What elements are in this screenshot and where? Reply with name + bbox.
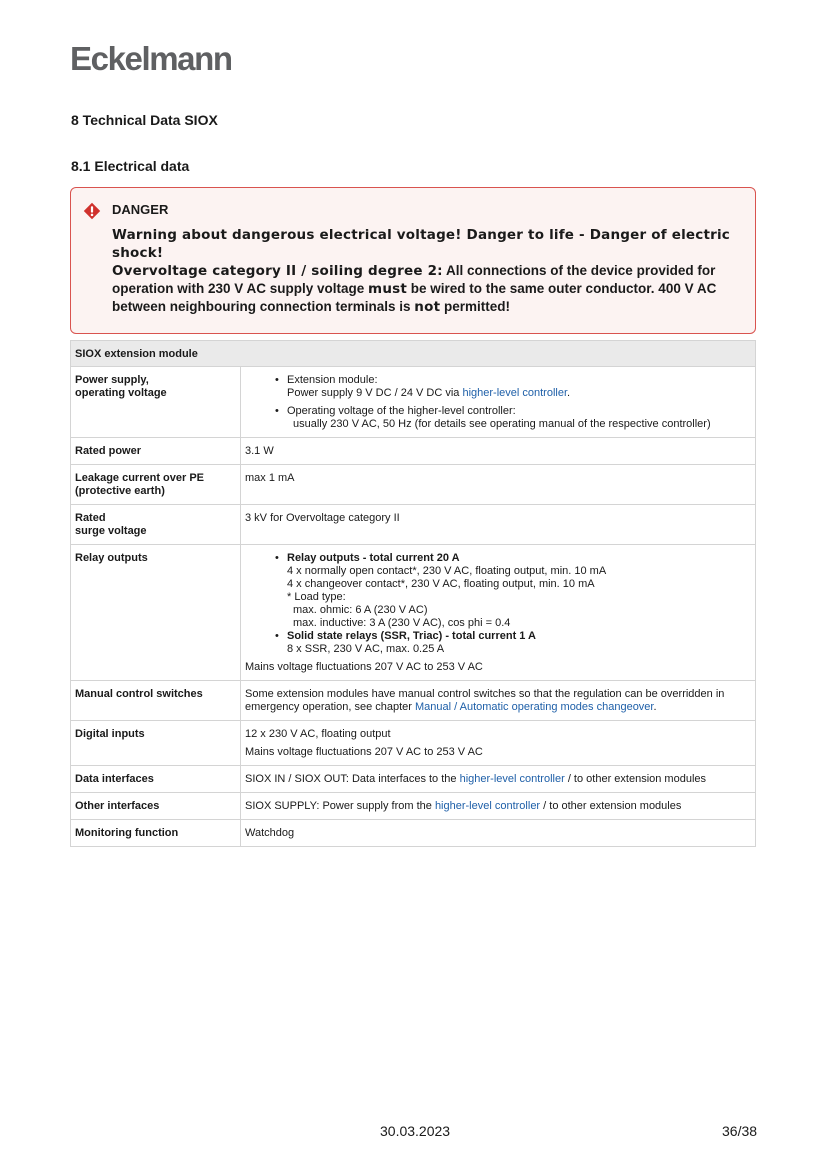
other-if-text-a: SIOX SUPPLY: Power supply from the (245, 800, 435, 812)
row-label: Manual control switches (71, 681, 241, 721)
row-label: Data interfaces (71, 766, 241, 793)
row-label: Other interfaces (71, 793, 241, 820)
overvoltage-text-a: All connections of the device provided for operation with 230 V AC supply voltage (112, 263, 716, 296)
relay-b1-l1: 4 x normally open contact*, 230 V AC, floating output, min. 10 mA (287, 565, 607, 577)
danger-overvoltage-text (112, 262, 742, 316)
higher-level-controller-link[interactable]: higher-level controller (434, 800, 541, 812)
row-label (71, 465, 241, 505)
digital-l2: Mains voltage fluctuations 207 V AC to 253 V AC (245, 746, 483, 758)
row-label (71, 367, 241, 438)
power-b1-l2 (287, 387, 751, 400)
danger-text (112, 226, 742, 316)
higher-level-controller-link[interactable]: higher-level controller (459, 773, 565, 785)
list-item (273, 630, 751, 656)
relay-b1-title: • Relay outputs - total current 20 A (287, 552, 460, 564)
surge-label-l2: surge voltage (75, 525, 147, 537)
relay-mains: Mains voltage fluctuations 207 V AC to 253 V AC (245, 661, 483, 673)
row-value (241, 793, 756, 820)
table-row (71, 766, 756, 793)
relay-b2-title: • Solid state relays (SSR, Triac) - total current 1 A (287, 630, 536, 642)
power-b1-period: . (567, 387, 571, 399)
relay-b1-l2: 4 x changeover contact*, 230 V AC, floating output, min. 10 mA (287, 578, 595, 590)
relay-b2-l1: 8 x SSR, 230 V AC, max. 0.25 A (287, 643, 445, 655)
manual-text-b: . (653, 701, 657, 713)
row-label: Relay outputs (71, 545, 241, 681)
eckelmann-logo: Eckelmann (70, 40, 232, 77)
leakage-label-l2: (protective earth) (75, 485, 165, 497)
power-b2-l1: • Operating voltage of the higher-level controller: (287, 405, 516, 417)
footer-date: 30.03.2023 (380, 1123, 451, 1139)
table-row (71, 545, 756, 681)
data-if-text-b: / to other extension modules (564, 773, 707, 785)
manual-text-a: Some extension modules have manual control switches so that the regulation can be overridden in emergency operation, see chapter (245, 688, 725, 713)
other-if-text-b: / to other extension modules (540, 800, 682, 812)
table-row (71, 505, 756, 545)
power-label-l1: Power supply, (75, 374, 149, 386)
table-header: SIOX extension module (71, 341, 756, 367)
danger-warning-line: Warning about dangerous electrical voltage! Danger to life - Danger of electric shock! (112, 227, 730, 261)
row-label: Monitoring function (71, 820, 241, 847)
row-value (241, 766, 756, 793)
overvoltage-text-b: be wired to the same outer conductor. 400 V AC between neighbouring connection terminals is (112, 281, 717, 314)
list-item (273, 374, 751, 400)
relay-b1-l5: max. inductive: 3 A (230 V AC), cos phi = 0.4 (293, 617, 511, 629)
list-item (273, 405, 751, 431)
row-value (241, 721, 756, 766)
row-label: Rated power (71, 438, 241, 465)
warning-diamond-icon (83, 202, 101, 220)
relay-b1-l3: * Load type: (287, 591, 346, 603)
row-label: Digital inputs (71, 721, 241, 766)
data-if-text-a: SIOX IN / SIOX OUT: Data interfaces to the (245, 773, 460, 785)
must-emphasis: must (368, 281, 408, 297)
surge-label-l1: Rated (75, 512, 106, 524)
relay-b1-l4: max. ohmic: 6 A (230 V AC) (293, 604, 428, 616)
danger-notice (70, 187, 756, 334)
table-row (71, 438, 756, 465)
higher-level-controller-link[interactable]: higher-level controller (462, 387, 568, 399)
overvoltage-text-c: permitted! (440, 299, 511, 314)
chapter-heading: 8 Technical Data SIOX (71, 112, 218, 128)
row-value (241, 367, 756, 438)
table-header-row (71, 341, 756, 367)
digital-l1: 12 x 230 V AC, floating output (245, 728, 391, 740)
row-value (241, 545, 756, 681)
table-row (71, 465, 756, 505)
leakage-label-l1: Leakage current over PE (75, 472, 205, 484)
table-row (71, 681, 756, 721)
row-value: max 1 mA (241, 465, 756, 505)
page-number: 36/38 (722, 1123, 758, 1139)
not-emphasis: not (414, 299, 441, 315)
specification-table (70, 340, 756, 847)
power-b1-l1: • Extension module: (287, 374, 378, 386)
row-value: 3 kV for Overvoltage category II (241, 505, 756, 545)
row-value: 3.1 W (241, 438, 756, 465)
row-value: Watchdog (241, 820, 756, 847)
overvoltage-lead: Overvoltage category II / soiling degree 2: (112, 263, 443, 279)
power-b2-l2: usually 230 V AC, 50 Hz (for details see operating manual of the respective controller) (293, 418, 711, 430)
row-label (71, 505, 241, 545)
row-value (241, 681, 756, 721)
table-row (71, 793, 756, 820)
table-row (71, 820, 756, 847)
table-row (71, 721, 756, 766)
danger-title: DANGER (112, 202, 169, 217)
power-b1-text: Power supply 9 V DC / 24 V DC via (287, 387, 463, 399)
list-item (273, 552, 751, 630)
section-heading: 8.1 Electrical data (71, 158, 190, 174)
manual-automatic-changeover-link[interactable]: Manual / Automatic operating modes changeover (415, 701, 654, 713)
table-row (71, 367, 756, 438)
power-label-l2: operating voltage (75, 387, 167, 399)
